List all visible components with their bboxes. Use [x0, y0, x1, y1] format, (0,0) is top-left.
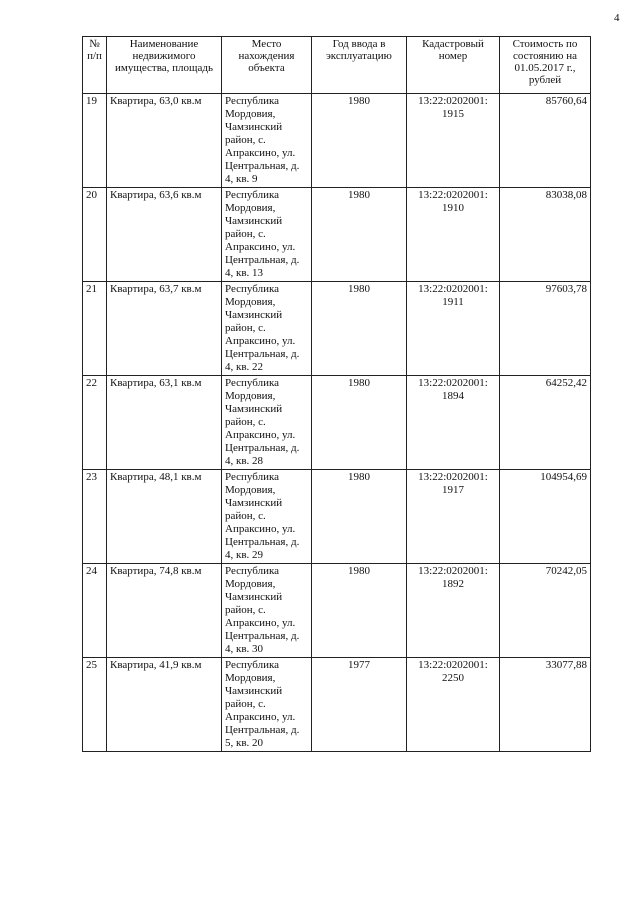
row-location: Республика Мордовия, Чамзинский район, с. Апраксино, ул. Центральная, д. 4, кв. 29	[222, 470, 312, 564]
header-number: № п/п	[83, 37, 107, 94]
row-name: Квартира, 48,1 кв.м	[107, 470, 222, 564]
row-cadastral: 13:22:0202001: 1911	[407, 282, 500, 376]
row-number: 20	[83, 188, 107, 282]
table-row	[83, 470, 591, 564]
row-year: 1980	[312, 188, 407, 282]
row-cadastral: 13:22:0202001: 1892	[407, 564, 500, 658]
row-name: Квартира, 63,0 кв.м	[107, 94, 222, 188]
header-year: Год ввода в эксплуатацию	[312, 37, 407, 94]
row-year: 1980	[312, 564, 407, 658]
row-name: Квартира, 74,8 кв.м	[107, 564, 222, 658]
row-cost: 104954,69	[500, 470, 591, 564]
table-row	[83, 282, 591, 376]
row-number: 23	[83, 470, 107, 564]
row-number: 25	[83, 658, 107, 752]
row-cadastral: 13:22:0202001: 1910	[407, 188, 500, 282]
row-number: 21	[83, 282, 107, 376]
header-cost: Стоимость по состоянию на 01.05.2017 г., рублей	[500, 37, 591, 94]
row-name: Квартира, 63,7 кв.м	[107, 282, 222, 376]
row-name: Квартира, 63,6 кв.м	[107, 188, 222, 282]
table-row	[83, 658, 591, 752]
table-row	[83, 564, 591, 658]
row-cost: 70242,05	[500, 564, 591, 658]
row-year: 1980	[312, 470, 407, 564]
row-cost: 83038,08	[500, 188, 591, 282]
row-year: 1980	[312, 376, 407, 470]
row-year: 1977	[312, 658, 407, 752]
row-cadastral: 13:22:0202001: 1917	[407, 470, 500, 564]
row-number: 24	[83, 564, 107, 658]
table-row	[83, 94, 591, 188]
row-cost: 64252,42	[500, 376, 591, 470]
header-name: Наименование недвижимого имущества, площадь	[107, 37, 222, 94]
row-number: 19	[83, 94, 107, 188]
row-name: Квартира, 41,9 кв.м	[107, 658, 222, 752]
row-year: 1980	[312, 282, 407, 376]
row-cadastral: 13:22:0202001: 1915	[407, 94, 500, 188]
header-location: Место нахождения объекта	[222, 37, 312, 94]
table-row	[83, 188, 591, 282]
row-cost: 85760,64	[500, 94, 591, 188]
property-table	[82, 36, 591, 752]
row-cost: 33077,88	[500, 658, 591, 752]
row-location: Республика Мордовия, Чамзинский район, с. Апраксино, ул. Центральная, д. 5, кв. 20	[222, 658, 312, 752]
page-number: 4	[614, 12, 620, 24]
row-year: 1980	[312, 94, 407, 188]
row-cadastral: 13:22:0202001: 2250	[407, 658, 500, 752]
row-location: Республика Мордовия, Чамзинский район, с. Апраксино, ул. Центральная, д. 4, кв. 9	[222, 94, 312, 188]
row-cost: 97603,78	[500, 282, 591, 376]
row-location: Республика Мордовия, Чамзинский район, с. Апраксино, ул. Центральная, д. 4, кв. 22	[222, 282, 312, 376]
row-location: Республика Мордовия, Чамзинский район, с. Апраксино, ул. Центральная, д. 4, кв. 28	[222, 376, 312, 470]
row-name: Квартира, 63,1 кв.м	[107, 376, 222, 470]
table-header-row	[83, 37, 591, 94]
row-location: Республика Мордовия, Чамзинский район, с. Апраксино, ул. Центральная, д. 4, кв. 13	[222, 188, 312, 282]
table-row	[83, 376, 591, 470]
row-location: Республика Мордовия, Чамзинский район, с. Апраксино, ул. Центральная, д. 4, кв. 30	[222, 564, 312, 658]
row-cadastral: 13:22:0202001: 1894	[407, 376, 500, 470]
row-number: 22	[83, 376, 107, 470]
header-cadastral: Кадастровый номер	[407, 37, 500, 94]
